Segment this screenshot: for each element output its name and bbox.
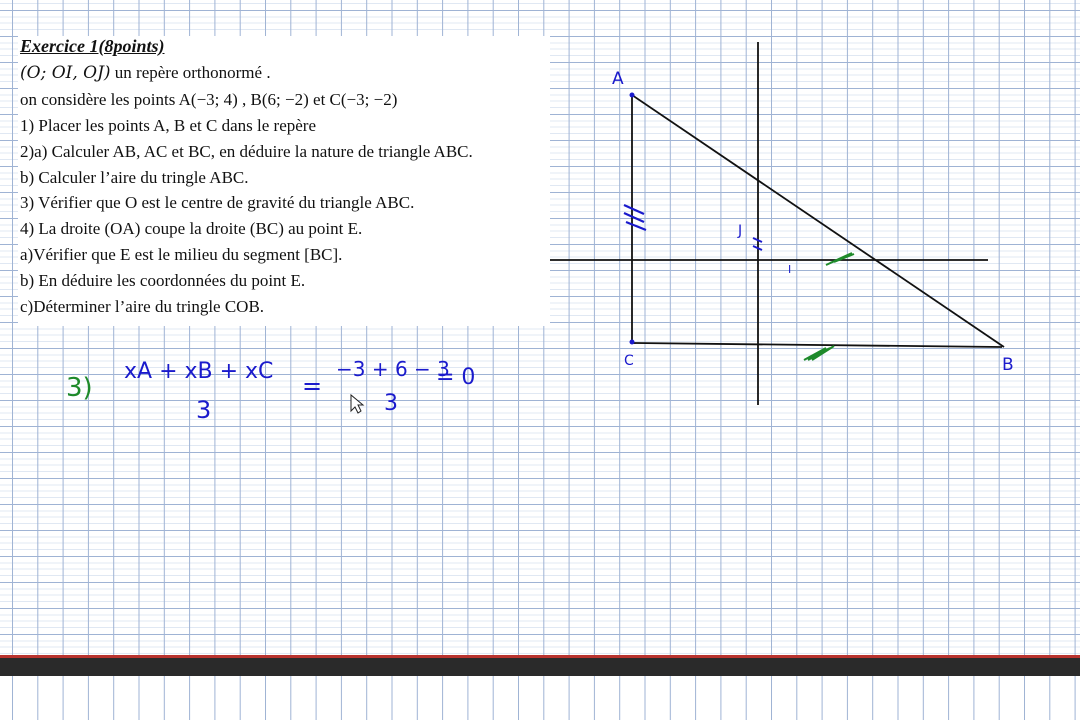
solution-denominator-2: 3 xyxy=(384,391,398,416)
exercise-title: Exercice 1(8points) xyxy=(20,36,165,56)
next-page-strip xyxy=(0,676,1080,720)
solution-numerator: xA + xB + xC xyxy=(124,359,274,384)
solution-denominator: 3 xyxy=(196,396,212,424)
label-j: J xyxy=(738,223,743,239)
question-4a: a)Vérifier que E est le milieu du segment [BC]. xyxy=(20,245,343,265)
question-4c: c)Déterminer l’aire du tringle COB. xyxy=(20,297,265,317)
bottom-divider-bar xyxy=(0,655,1080,676)
statement-line: on considère les points A(−3; 4) , B(6; −2) et C(−3; −2) xyxy=(20,89,398,109)
solution-equals: = xyxy=(302,372,323,400)
question-2b: b) Calculer l’aire du tringle ABC. xyxy=(20,167,249,187)
solution-question-number: 3) xyxy=(66,373,93,403)
label-i: I xyxy=(788,263,792,276)
question-1: 1) Placer les points A, B et C dans le repère xyxy=(20,115,317,135)
label-b: B xyxy=(1002,355,1014,375)
pointer-cursor-icon xyxy=(351,395,363,413)
question-4b: b) En déduire les coordonnées du point E. xyxy=(20,271,306,291)
label-a: A xyxy=(612,69,624,89)
question-2a: 2)a) Calculer AB, AC et BC, en déduire la nature de triangle ABC. xyxy=(20,141,473,161)
question-4: 4) La droite (OA) coupe la droite (BC) au point E. xyxy=(20,219,363,239)
solution-sum: −3 + 6 − 3 xyxy=(336,357,450,381)
label-c: C xyxy=(624,353,634,369)
repere-notation: (O; OI, OJ) xyxy=(20,62,111,83)
repere-text: un repère orthonormé . xyxy=(110,62,271,82)
solution-result: = 0 xyxy=(436,365,476,390)
question-3: 3) Vérifier que O est le centre de gravité du triangle ABC. xyxy=(20,193,415,213)
